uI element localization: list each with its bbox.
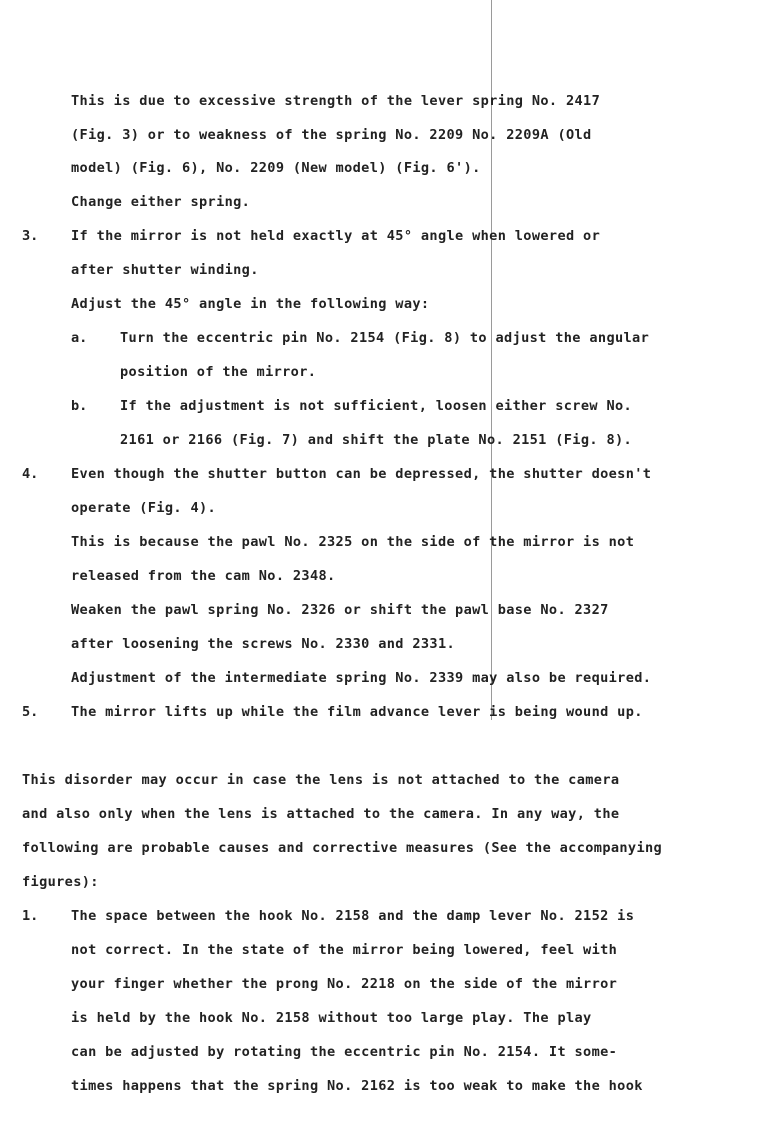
text-line: Adjust the 45° angle in the following way:: [71, 296, 430, 312]
text-line: after loosening the screws No. 2330 and 2331.: [71, 636, 456, 652]
text-line: figures):: [22, 874, 99, 890]
text-line: This disorder may occur in case the lens is not attached to the camera: [22, 772, 620, 788]
text-line: The space between the hook No. 2158 and the damp lever No. 2152 is: [71, 908, 635, 924]
list-marker: 3.: [22, 228, 39, 244]
text-line: released from the cam No. 2348.: [71, 568, 336, 584]
text-line: 2161 or 2166 (Fig. 7) and shift the plate No. 2151 (Fig. 8).: [120, 432, 633, 448]
list-marker: 4.: [22, 466, 39, 482]
text-line: and also only when the lens is attached to the camera. In any way, the: [22, 806, 620, 822]
list-marker: a.: [71, 330, 88, 346]
text-line: This is because the pawl No. 2325 on the side of the mirror is not: [71, 534, 635, 550]
text-line: your finger whether the prong No. 2218 on the side of the mirror: [71, 976, 618, 992]
text-line: This is due to excessive strength of the lever spring No. 2417: [71, 93, 601, 109]
text-line: Turn the eccentric pin No. 2154 (Fig. 8) to adjust the angular: [120, 330, 650, 346]
text-line: position of the mirror.: [120, 364, 317, 380]
list-marker: 1.: [22, 908, 39, 924]
text-line: times happens that the spring No. 2162 is too weak to make the hook: [71, 1078, 643, 1094]
text-line: If the mirror is not held exactly at 45° angle when lowered or: [71, 228, 601, 244]
text-line: not correct. In the state of the mirror being lowered, feel with: [71, 942, 618, 958]
list-marker: 5.: [22, 704, 39, 720]
text-line: is held by the hook No. 2158 without too large play. The play: [71, 1010, 592, 1026]
text-line: Even though the shutter button can be depressed, the shutter doesn't: [71, 466, 652, 482]
text-line: model) (Fig. 6), No. 2209 (New model) (Fig. 6').: [71, 160, 481, 176]
text-line: Adjustment of the intermediate spring No. 2339 may also be required.: [71, 670, 652, 686]
text-line: can be adjusted by rotating the eccentric pin No. 2154. It some-: [71, 1044, 618, 1060]
text-line: Weaken the pawl spring No. 2326 or shift the pawl base No. 2327: [71, 602, 609, 618]
text-line: The mirror lifts up while the film advance lever is being wound up.: [71, 704, 643, 720]
list-marker: b.: [71, 398, 88, 414]
text-line: operate (Fig. 4).: [71, 500, 217, 516]
text-line: (Fig. 3) or to weakness of the spring No. 2209 No. 2209A (Old: [71, 127, 592, 143]
text-line: Change either spring.: [71, 194, 251, 210]
text-line: after shutter winding.: [71, 262, 259, 278]
text-line: following are probable causes and corrective measures (See the accompanying: [22, 840, 663, 856]
text-line: If the adjustment is not sufficient, loosen either screw No.: [120, 398, 633, 414]
